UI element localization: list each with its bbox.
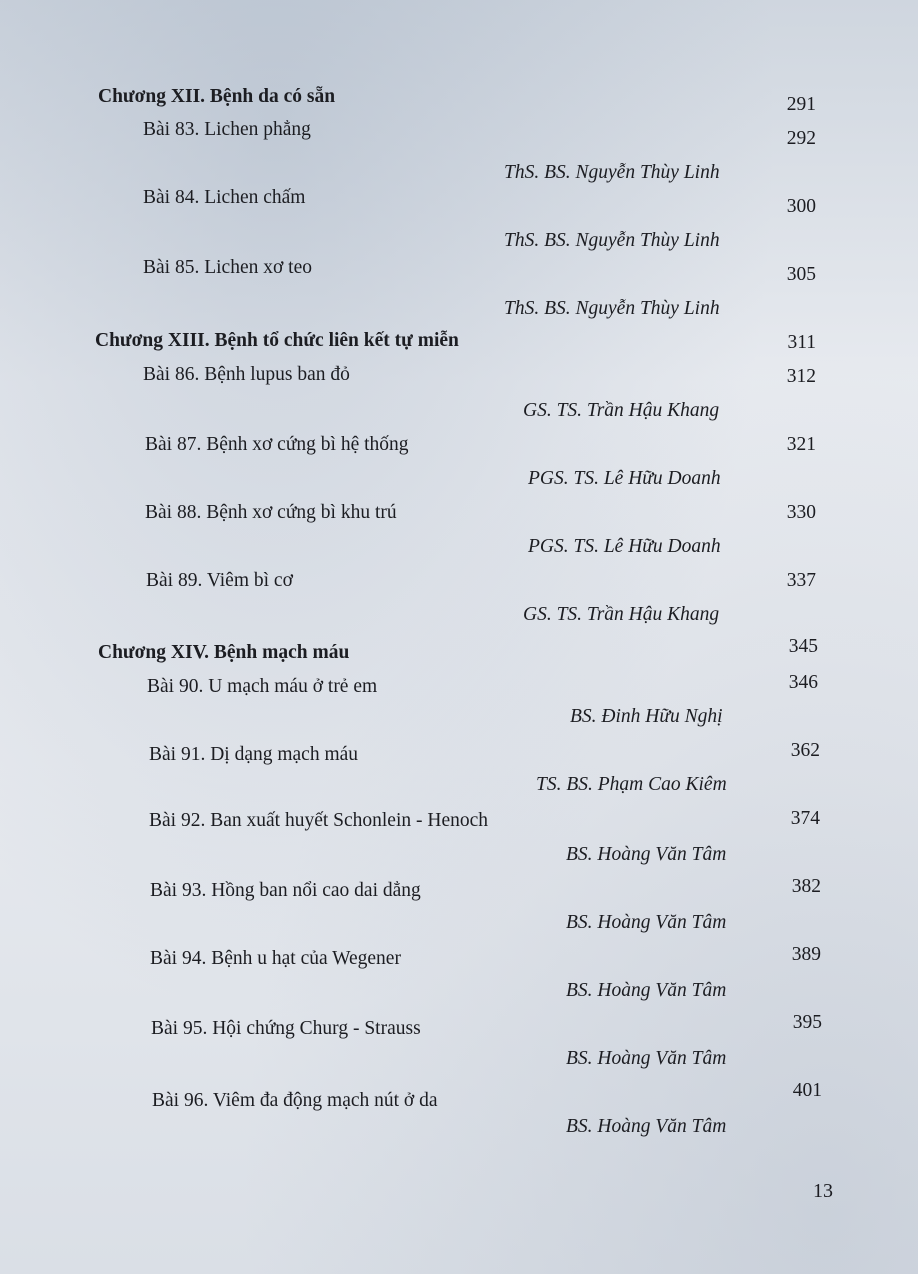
- lesson-title: Bài 88. Bệnh xơ cứng bì khu trú: [145, 502, 397, 523]
- lesson-author: ThS. BS. Nguyễn Thùy Linh: [504, 162, 720, 183]
- page-ref: 292: [786, 128, 816, 149]
- lesson-author: PGS. TS. Lê Hữu Doanh: [528, 536, 721, 557]
- page-ref: 389: [791, 944, 821, 965]
- lesson-title: Bài 91. Dị dạng mạch máu: [149, 744, 359, 765]
- lesson-title: Bài 89. Viêm bì cơ: [146, 570, 293, 591]
- page-ref: 362: [790, 740, 820, 761]
- lesson-author: BS. Hoàng Văn Tâm: [566, 1116, 727, 1137]
- lesson-author: BS. Hoàng Văn Tâm: [566, 844, 727, 865]
- page-ref: 305: [786, 264, 816, 285]
- chapter-heading: Chương XII. Bệnh da có sẵn: [98, 86, 336, 107]
- lesson-title: Bài 86. Bệnh lupus ban đỏ: [143, 364, 350, 385]
- lesson-title: Bài 95. Hội chứng Churg - Strauss: [151, 1018, 421, 1039]
- lesson-author: BS. Hoàng Văn Tâm: [566, 912, 727, 933]
- page-ref: 300: [786, 196, 816, 217]
- page-number: 13: [813, 1180, 833, 1202]
- chapter-heading: Chương XIII. Bệnh tổ chức liên kết tự miễn: [95, 330, 459, 351]
- lesson-author: GS. TS. Trần Hậu Khang: [523, 400, 720, 421]
- lesson-author: ThS. BS. Nguyễn Thùy Linh: [504, 298, 720, 319]
- page-ref: 291: [786, 94, 816, 115]
- lesson-title: Bài 93. Hồng ban nổi cao dai dẳng: [150, 880, 421, 901]
- lesson-author: BS. Đinh Hữu Nghị: [570, 706, 723, 727]
- lesson-title: Bài 94. Bệnh u hạt của Wegener: [150, 948, 401, 969]
- lesson-author: GS. TS. Trần Hậu Khang: [523, 604, 720, 625]
- page-ref: 395: [792, 1012, 822, 1033]
- lesson-author: BS. Hoàng Văn Tâm: [566, 980, 727, 1001]
- lesson-title: Bài 96. Viêm đa động mạch nút ở da: [152, 1090, 438, 1111]
- page-ref: 312: [786, 366, 816, 387]
- lesson-title: Bài 85. Lichen xơ teo: [143, 257, 312, 278]
- page-ref: 321: [786, 434, 816, 455]
- lesson-author: ThS. BS. Nguyễn Thùy Linh: [504, 230, 720, 251]
- chapter-heading: Chương XIV. Bệnh mạch máu: [98, 642, 350, 663]
- lesson-title: Bài 92. Ban xuất huyết Schonlein - Henoch: [149, 810, 489, 831]
- page-ref: 346: [788, 672, 818, 693]
- page-ref: 382: [791, 876, 821, 897]
- lesson-author: BS. Hoàng Văn Tâm: [566, 1048, 727, 1069]
- page-ref: 337: [786, 570, 816, 591]
- lesson-title: Bài 90. U mạch máu ở trẻ em: [147, 676, 378, 697]
- page-ref: 345: [788, 636, 818, 657]
- lesson-author: TS. BS. Phạm Cao Kiêm: [536, 774, 727, 795]
- page-ref: 311: [787, 332, 816, 353]
- page-ref: 374: [790, 808, 820, 829]
- lesson-title: Bài 83. Lichen phẳng: [143, 119, 311, 140]
- page-ref: 401: [792, 1080, 822, 1101]
- lesson-author: PGS. TS. Lê Hữu Doanh: [528, 468, 721, 489]
- lesson-title: Bài 84. Lichen chấm: [143, 187, 306, 208]
- page-ref: 330: [786, 502, 816, 523]
- lesson-title: Bài 87. Bệnh xơ cứng bì hệ thống: [145, 434, 409, 455]
